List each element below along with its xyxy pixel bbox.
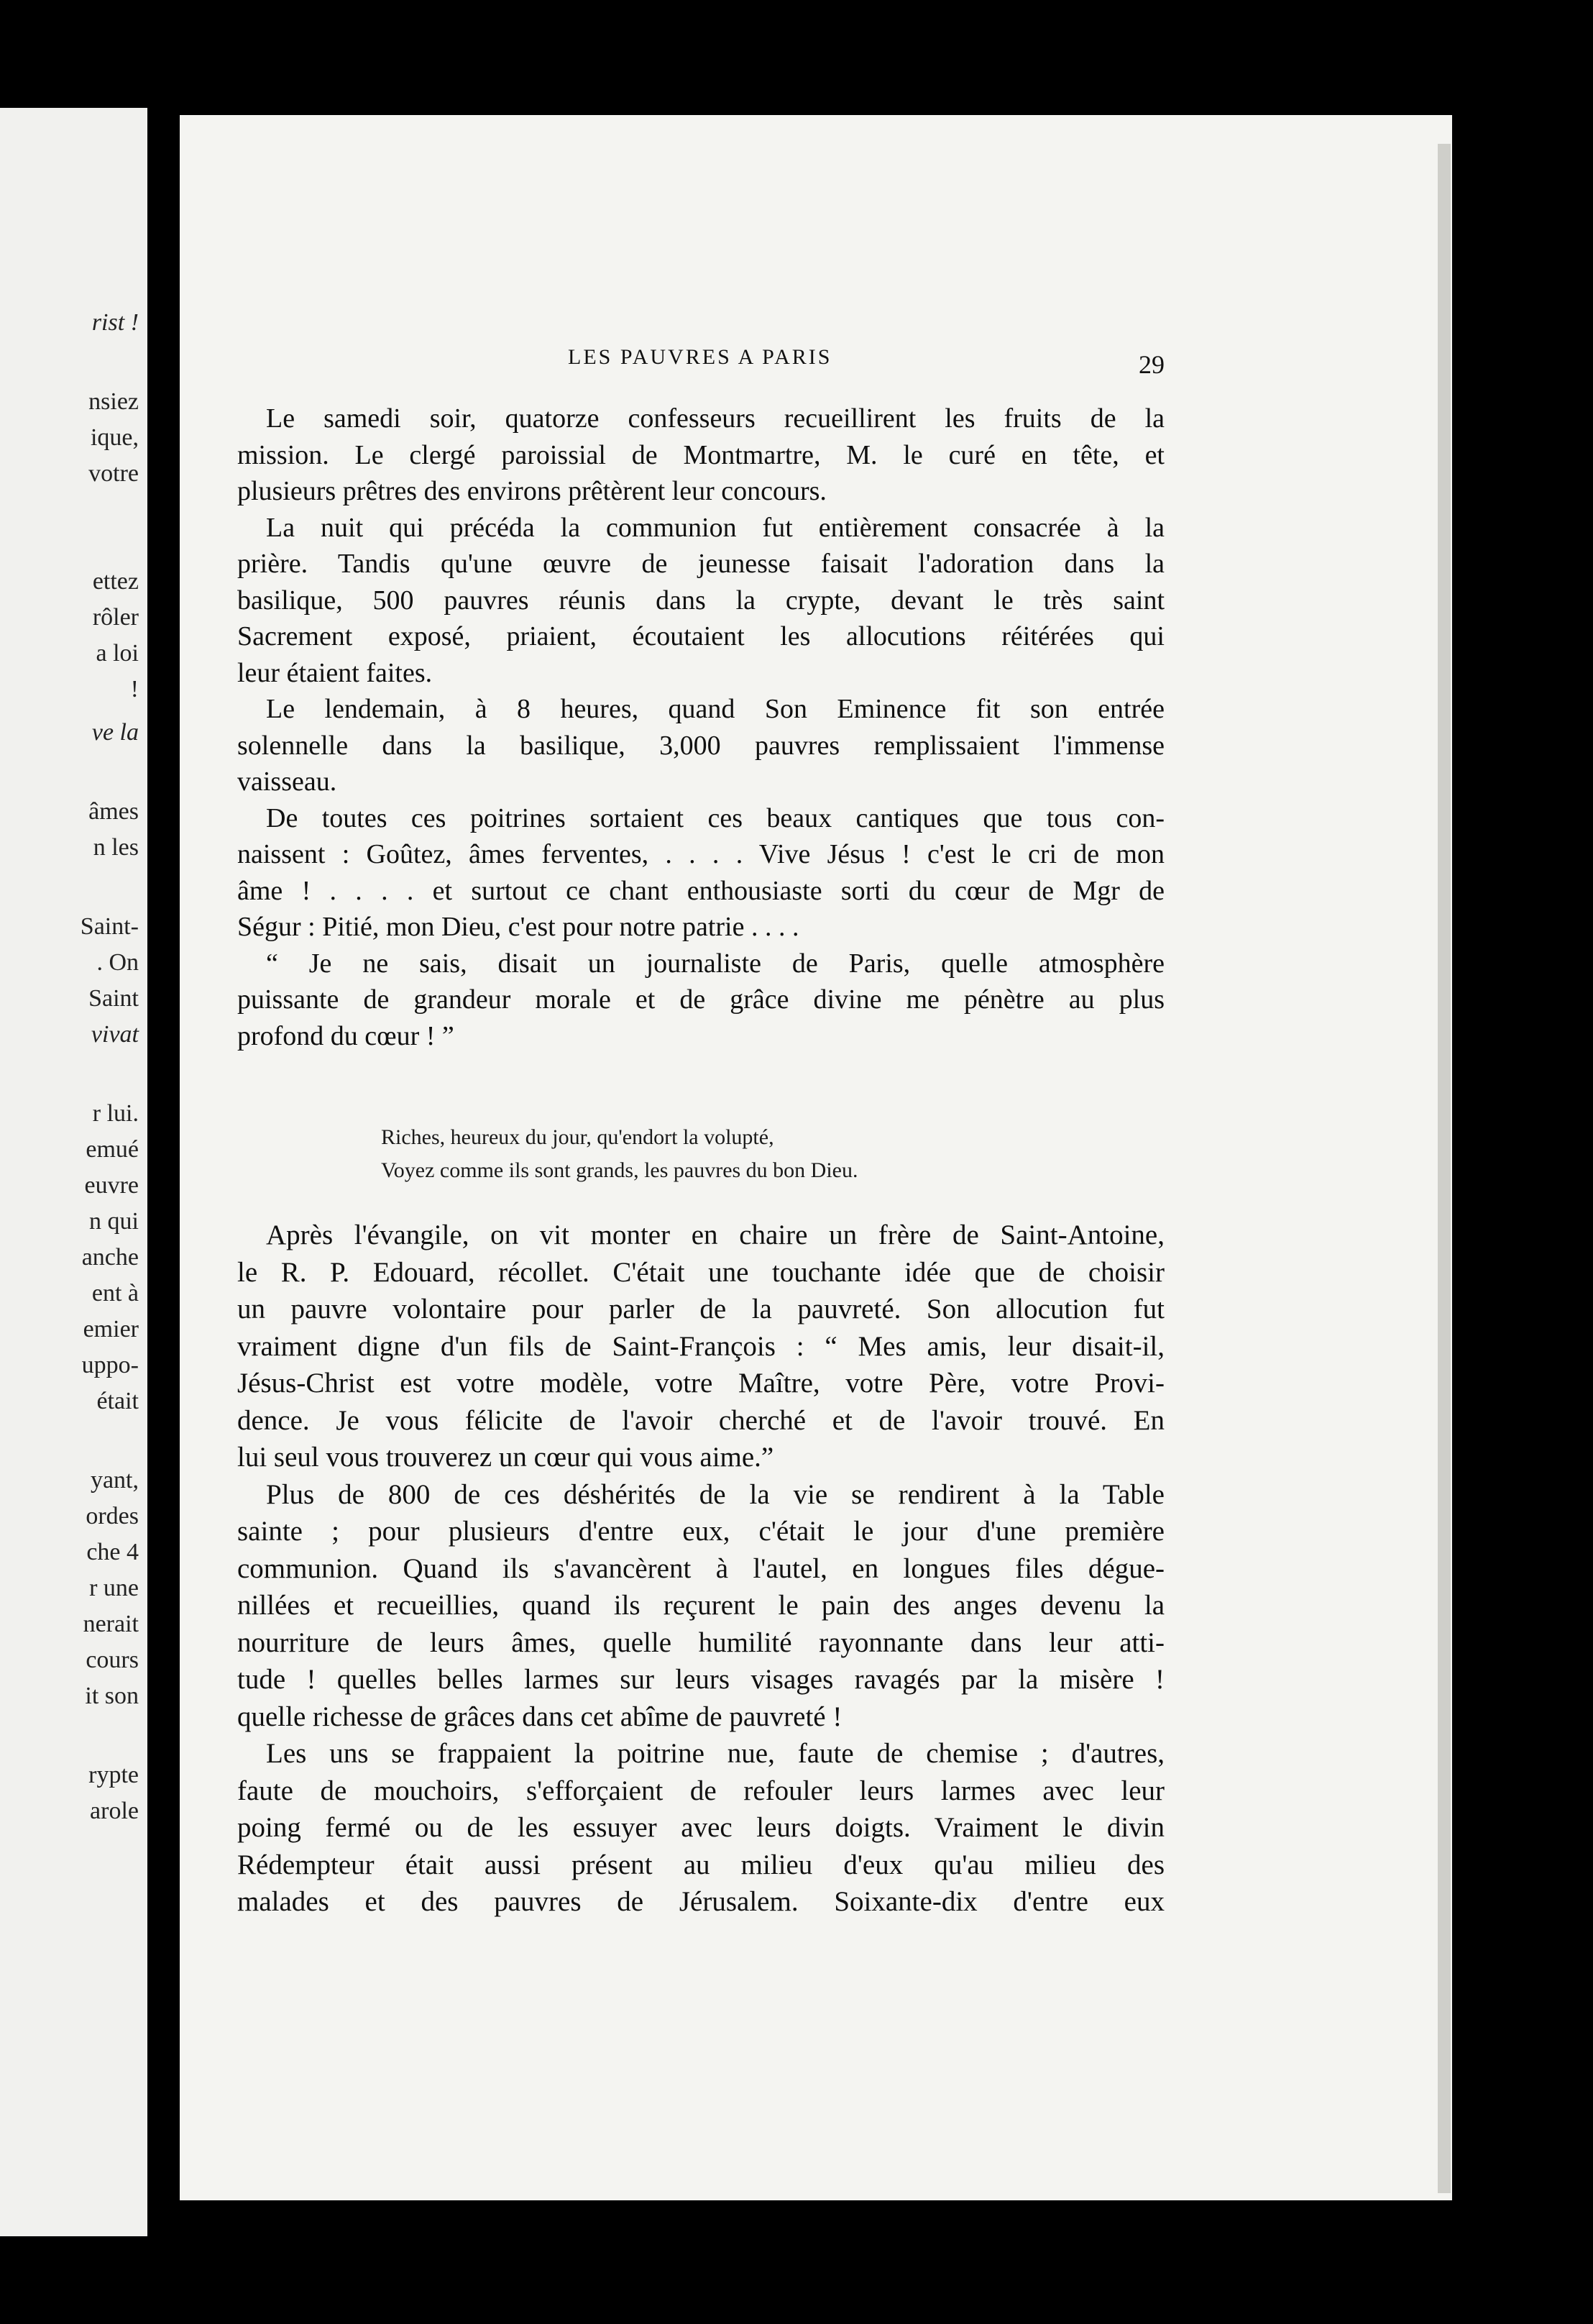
verse-line: Riches, heureux du jour, qu'endort la volupté,: [381, 1125, 774, 1149]
body-line: Après l'évangile, on vit monter en chaire un frère de Saint-Antoine,: [266, 1220, 1165, 1250]
page-number: 29: [1139, 350, 1165, 379]
left-page-line: yant,: [90, 1467, 139, 1493]
left-page-line: ordes: [86, 1503, 139, 1529]
left-page-line: anche: [81, 1244, 139, 1271]
body-line: Le lendemain, à 8 heures, quand Son Eminence fit son entrée: [266, 694, 1165, 724]
left-page-line: votre: [88, 460, 139, 487]
left-facing-page: [0, 108, 147, 2236]
body-line: La nuit qui précéda la communion fut entièrement consacrée à la: [266, 512, 1165, 543]
body-line: sainte ; pour plusieurs d'entre eux, c'était le jour d'une première: [237, 1516, 1165, 1547]
left-page-line: nerait: [83, 1611, 139, 1637]
page-edge: [1438, 144, 1451, 2193]
body-line: poing fermé ou de les essuyer avec leurs doigts. Vraiment le divin: [237, 1812, 1165, 1843]
body-line: basilique, 500 pauvres réunis dans la crypte, devant le très saint: [237, 585, 1165, 616]
body-line: communion. Quand ils s'avancèrent à l'autel, en longues files dégue-: [237, 1552, 1165, 1584]
body-line: puissante de grandeur morale et de grâce divine me pénètre au plus: [237, 984, 1165, 1015]
body-line: Les uns se frappaient la poitrine nue, faute de chemise ; d'autres,: [266, 1738, 1165, 1769]
left-page-line: . On: [96, 949, 139, 976]
left-page-line: ettez: [92, 568, 139, 595]
body-line: le R. P. Edouard, récollet. C'était une touchante idée que de choisir: [237, 1256, 1165, 1288]
left-page-line: nsiez: [88, 388, 139, 415]
body-line: prière. Tandis qu'une œuvre de jeunesse faisait l'adoration dans la: [237, 549, 1165, 579]
left-page-line: rypte: [88, 1762, 139, 1788]
body-line: vaisseau.: [237, 767, 337, 797]
body-line: De toutes ces poitrines sortaient ces beaux cantiques que tous con-: [266, 802, 1165, 833]
left-page-line: n qui: [89, 1208, 139, 1235]
left-page-line: Saint-: [80, 913, 139, 940]
body-line: leur étaient faites.: [237, 657, 433, 688]
left-page-line: emier: [83, 1316, 139, 1342]
body-line: solennelle dans la basilique, 3,000 pauvres remplissaient l'immense: [237, 730, 1165, 761]
left-page-line: vivat: [91, 1021, 139, 1048]
left-page-line: était: [96, 1388, 139, 1414]
left-page-line: ve la: [91, 719, 139, 746]
left-page-line: ique,: [90, 424, 139, 451]
left-page-line: ent à: [91, 1280, 139, 1307]
left-page-line: arole: [90, 1798, 139, 1824]
left-page-line: n les: [93, 834, 139, 861]
body-line: mission. Le clergé paroissial de Montmartre, M. le curé en tête, et: [237, 439, 1165, 470]
left-page-line: che 4: [86, 1539, 139, 1565]
left-page-line: rôler: [92, 604, 139, 631]
body-line: Le samedi soir, quatorze confesseurs recueillirent les fruits de la: [266, 403, 1165, 434]
body-line: nillées et recueillies, quand ils reçurent le pain des anges devenu la: [237, 1590, 1165, 1621]
body-line: profond du cœur ! ”: [237, 1020, 454, 1051]
book-gutter: [147, 86, 183, 2236]
body-line: lui seul vous trouverez un cœur qui vous aime.”: [237, 1442, 774, 1473]
body-line: dence. Je vous félicite de l'avoir cherché et de l'avoir trouvé. En: [237, 1404, 1165, 1436]
left-page-line: it son: [85, 1683, 139, 1709]
left-page-line: Saint: [88, 985, 139, 1012]
left-page-line: cours: [86, 1647, 139, 1673]
body-line: vraiment digne d'un fils de Saint-François : “ Mes amis, leur disait-il,: [237, 1330, 1165, 1362]
running-title: LES PAUVRES A PARIS: [568, 345, 832, 369]
verse-line: Voyez comme ils sont grands, les pauvres du bon Dieu.: [381, 1158, 858, 1182]
body-line: Plus de 800 de ces déshérités de la vie se rendirent à la Table: [266, 1478, 1165, 1510]
left-page-line: !: [130, 676, 139, 703]
body-line: malades et des pauvres de Jérusalem. Soixante-dix d'entre eux: [237, 1886, 1165, 1917]
left-page-line: euvre: [84, 1172, 139, 1199]
left-page-line: âmes: [88, 798, 139, 825]
body-line: tude ! quelles belles larmes sur leurs visages ravagés par la misère !: [237, 1664, 1165, 1695]
left-page-line: r une: [89, 1575, 139, 1601]
body-line: âme ! . . . . et surtout ce chant enthousiaste sorti du cœur de Mgr de: [237, 875, 1165, 906]
body-line: Sacrement exposé, priaient, écoutaient les allocutions réitérées qui: [237, 621, 1165, 651]
body-line: Rédempteur était aussi présent au milieu d'eux qu'au milieu des: [237, 1849, 1165, 1880]
body-line: Ségur : Pitié, mon Dieu, c'est pour notre patrie . . . .: [237, 912, 799, 942]
left-page-line: uppo-: [81, 1352, 139, 1378]
left-page-line: emué: [86, 1136, 139, 1163]
left-page-line: r lui.: [92, 1100, 139, 1127]
body-line: naissent : Goûtez, âmes ferventes, . . . . Vive Jésus ! c'est le cri de mon: [237, 839, 1165, 869]
body-line: Jésus-Christ est votre modèle, votre Maître, votre Père, votre Provi-: [237, 1368, 1165, 1399]
body-line: nourriture de leurs âmes, quelle humilité rayonnante dans leur atti-: [237, 1627, 1165, 1658]
body-line: quelle richesse de grâces dans cet abîme de pauvreté !: [237, 1701, 843, 1732]
left-page-line: a loi: [96, 640, 139, 667]
body-line: faute de mouchoirs, s'efforçaient de refouler leurs larmes avec leur: [237, 1775, 1165, 1806]
body-line: “ Je ne sais, disait un journaliste de Paris, quelle atmosphère: [266, 948, 1165, 979]
left-page-line: rist !: [91, 309, 139, 336]
body-line: plusieurs prêtres des environs prêtèrent leur concours.: [237, 476, 827, 506]
body-line: un pauvre volontaire pour parler de la pauvreté. Son allocution fut: [237, 1294, 1165, 1325]
